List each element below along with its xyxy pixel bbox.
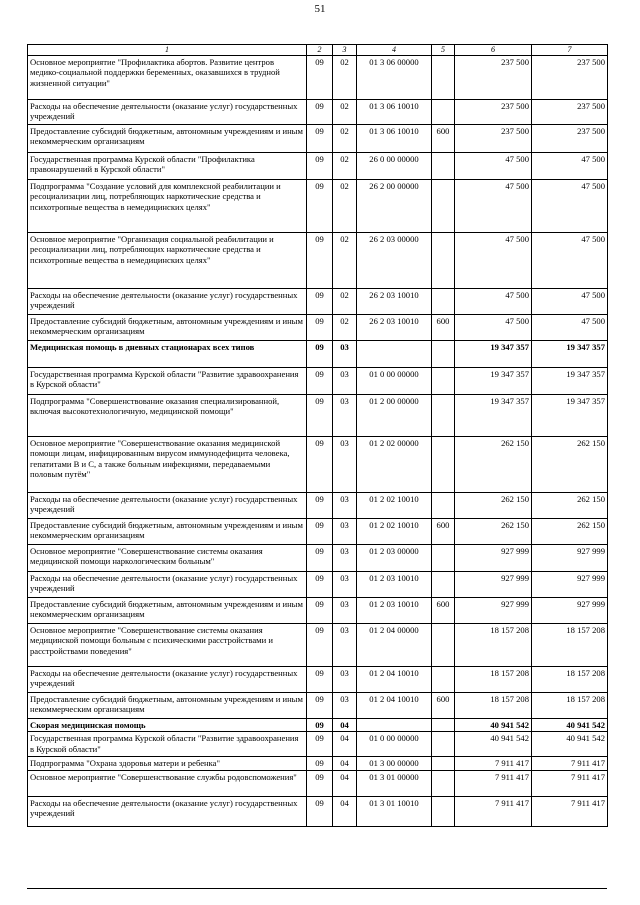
row-target-article-cell: 01 2 03 10010 (357, 572, 432, 598)
table-row (28, 732, 608, 757)
table-row (28, 395, 608, 437)
row-section-cell: 09 (307, 56, 333, 100)
row-expense-type-cell: 600 (432, 693, 455, 719)
row-section-cell: 09 (307, 289, 333, 315)
row-expense-type-cell: 600 (432, 315, 455, 341)
row-subsection-cell: 03 (333, 624, 357, 667)
row-subsection-cell: 02 (333, 125, 357, 153)
row-target-article-cell: 26 2 03 10010 (357, 315, 432, 341)
row-section-cell: 09 (307, 719, 333, 732)
row-name-cell: Предоставление субсидий бюджетным, автономным учреждениям и иным некоммерческим организациям (28, 315, 307, 341)
row-target-article-cell: 01 0 00 00000 (357, 732, 432, 757)
row-amount-1-cell: 18 157 208 (455, 693, 532, 719)
row-expense-type-cell: 600 (432, 125, 455, 153)
row-name-cell: Подпрограмма "Совершенствование оказания специализированной, включая высокотехнологичную, медицинской помощи" (28, 395, 307, 437)
row-expense-type-cell (432, 545, 455, 572)
row-amount-2-cell: 237 500 (532, 100, 608, 125)
row-amount-1-cell: 40 941 542 (455, 719, 532, 732)
row-amount-1-cell: 40 941 542 (455, 732, 532, 757)
row-amount-1-cell: 7 911 417 (455, 796, 532, 826)
row-amount-2-cell: 40 941 542 (532, 719, 608, 732)
row-expense-type-cell (432, 493, 455, 519)
row-section-cell: 09 (307, 519, 333, 545)
row-subsection-cell: 03 (333, 572, 357, 598)
row-amount-2-cell: 927 999 (532, 598, 608, 624)
row-target-article-cell: 01 2 00 00000 (357, 395, 432, 437)
row-expense-type-cell (432, 796, 455, 826)
row-name-cell: Подпрограмма "Охрана здоровья матери и ребенка" (28, 757, 307, 770)
row-amount-2-cell: 237 500 (532, 125, 608, 153)
row-amount-1-cell: 19 347 357 (455, 368, 532, 395)
row-amount-2-cell: 7 911 417 (532, 796, 608, 826)
row-amount-2-cell: 47 500 (532, 233, 608, 289)
row-subsection-cell: 03 (333, 545, 357, 572)
table-row (28, 572, 608, 598)
row-target-article-cell: 01 3 06 00000 (357, 56, 432, 100)
row-target-article-cell: 01 2 04 10010 (357, 693, 432, 719)
row-amount-1-cell: 47 500 (455, 153, 532, 180)
row-amount-1-cell: 18 157 208 (455, 667, 532, 693)
row-section-cell: 09 (307, 624, 333, 667)
row-name-cell: Основное мероприятие "Организация социальной реабилитации и ресоциализации лиц, потребляющих наркотические средства и психотропные вещества в немедицинских целях" (28, 233, 307, 289)
budget-table (27, 44, 608, 827)
row-amount-2-cell: 7 911 417 (532, 770, 608, 796)
row-expense-type-cell (432, 180, 455, 233)
row-expense-type-cell (432, 233, 455, 289)
row-amount-2-cell: 262 150 (532, 437, 608, 493)
row-subsection-cell: 02 (333, 180, 357, 233)
row-section-cell: 09 (307, 796, 333, 826)
row-amount-1-cell: 237 500 (455, 56, 532, 100)
header-cell-name: 1 (28, 45, 307, 56)
row-amount-2-cell: 927 999 (532, 572, 608, 598)
row-name-cell: Государственная программа Курской области "Развитие здравоохранения в Курской области" (28, 732, 307, 757)
row-section-cell: 09 (307, 732, 333, 757)
row-subsection-cell: 02 (333, 100, 357, 125)
table-row (28, 341, 608, 368)
row-expense-type-cell (432, 341, 455, 368)
row-target-article-cell: 01 2 02 00000 (357, 437, 432, 493)
row-amount-2-cell: 40 941 542 (532, 732, 608, 757)
row-amount-1-cell: 7 911 417 (455, 770, 532, 796)
row-section-cell: 09 (307, 598, 333, 624)
row-target-article-cell (357, 341, 432, 368)
row-name-cell: Расходы на обеспечение деятельности (оказание услуг) государственных учреждений (28, 667, 307, 693)
row-expense-type-cell (432, 56, 455, 100)
row-subsection-cell: 03 (333, 519, 357, 545)
header-cell-subsection: 3 (333, 45, 357, 56)
row-target-article-cell: 26 2 00 00000 (357, 180, 432, 233)
row-amount-1-cell: 47 500 (455, 289, 532, 315)
row-target-article-cell: 26 0 00 00000 (357, 153, 432, 180)
row-name-cell: Предоставление субсидий бюджетным, автономным учреждениям и иным некоммерческим организациям (28, 598, 307, 624)
row-name-cell: Государственная программа Курской области "Развитие здравоохранения в Курской области" (28, 368, 307, 395)
row-expense-type-cell (432, 395, 455, 437)
row-name-cell: Предоставление субсидий бюджетным, автономным учреждениям и иным некоммерческим организациям (28, 125, 307, 153)
table-row (28, 519, 608, 545)
row-name-cell: Предоставление субсидий бюджетным, автономным учреждениям и иным некоммерческим организациям (28, 693, 307, 719)
row-section-cell: 09 (307, 437, 333, 493)
row-amount-2-cell: 47 500 (532, 315, 608, 341)
row-subsection-cell: 04 (333, 796, 357, 826)
table-row (28, 719, 608, 732)
row-amount-2-cell: 262 150 (532, 519, 608, 545)
row-expense-type-cell: 600 (432, 598, 455, 624)
row-section-cell: 09 (307, 341, 333, 368)
row-name-cell: Скорая медицинская помощь (28, 719, 307, 732)
row-amount-1-cell: 7 911 417 (455, 757, 532, 770)
row-expense-type-cell (432, 100, 455, 125)
row-subsection-cell: 04 (333, 719, 357, 732)
row-target-article-cell: 01 3 01 00000 (357, 770, 432, 796)
row-section-cell: 09 (307, 315, 333, 341)
row-section-cell: 09 (307, 770, 333, 796)
row-amount-2-cell: 47 500 (532, 289, 608, 315)
row-name-cell: Медицинская помощь в дневных стационарах всех типов (28, 341, 307, 368)
table-row (28, 125, 608, 153)
table-row (28, 545, 608, 572)
row-amount-1-cell: 47 500 (455, 180, 532, 233)
row-section-cell: 09 (307, 545, 333, 572)
row-target-article-cell: 01 0 00 00000 (357, 368, 432, 395)
row-amount-2-cell: 927 999 (532, 545, 608, 572)
row-amount-1-cell: 18 157 208 (455, 624, 532, 667)
row-amount-2-cell: 18 157 208 (532, 624, 608, 667)
table-row (28, 693, 608, 719)
page-bottom-rule (27, 888, 607, 889)
row-target-article-cell: 01 2 03 10010 (357, 598, 432, 624)
row-amount-1-cell: 262 150 (455, 437, 532, 493)
row-target-article-cell: 26 2 03 00000 (357, 233, 432, 289)
row-section-cell: 09 (307, 180, 333, 233)
row-target-article-cell: 01 3 01 10010 (357, 796, 432, 826)
row-amount-2-cell: 47 500 (532, 153, 608, 180)
row-subsection-cell: 02 (333, 56, 357, 100)
header-cell-target-article: 4 (357, 45, 432, 56)
row-section-cell: 09 (307, 153, 333, 180)
row-name-cell: Расходы на обеспечение деятельности (оказание услуг) государственных учреждений (28, 796, 307, 826)
row-subsection-cell: 04 (333, 770, 357, 796)
row-amount-1-cell: 262 150 (455, 519, 532, 545)
row-amount-2-cell: 237 500 (532, 56, 608, 100)
row-section-cell: 09 (307, 100, 333, 125)
row-name-cell: Расходы на обеспечение деятельности (оказание услуг) государственных учреждений (28, 100, 307, 125)
row-expense-type-cell (432, 289, 455, 315)
row-section-cell: 09 (307, 395, 333, 437)
table-row (28, 598, 608, 624)
row-expense-type-cell (432, 153, 455, 180)
row-name-cell: Расходы на обеспечение деятельности (оказание услуг) государственных учреждений (28, 572, 307, 598)
row-target-article-cell: 01 2 03 00000 (357, 545, 432, 572)
row-amount-2-cell: 18 157 208 (532, 693, 608, 719)
table-row (28, 153, 608, 180)
row-expense-type-cell (432, 437, 455, 493)
row-name-cell: Основное мероприятие "Совершенствование системы оказания медицинской помощи наркологическим больным" (28, 545, 307, 572)
row-amount-2-cell: 19 347 357 (532, 341, 608, 368)
row-subsection-cell: 02 (333, 233, 357, 289)
row-amount-1-cell: 47 500 (455, 233, 532, 289)
row-subsection-cell: 03 (333, 437, 357, 493)
row-target-article-cell: 01 2 04 10010 (357, 667, 432, 693)
row-subsection-cell: 03 (333, 693, 357, 719)
row-expense-type-cell (432, 624, 455, 667)
row-amount-1-cell: 262 150 (455, 493, 532, 519)
row-name-cell: Предоставление субсидий бюджетным, автономным учреждениям и иным некоммерческим организациям (28, 519, 307, 545)
row-name-cell: Расходы на обеспечение деятельности (оказание услуг) государственных учреждений (28, 289, 307, 315)
table-row (28, 289, 608, 315)
row-subsection-cell: 03 (333, 341, 357, 368)
row-section-cell: 09 (307, 125, 333, 153)
table-row (28, 368, 608, 395)
row-amount-1-cell: 927 999 (455, 598, 532, 624)
table-row (28, 493, 608, 519)
row-subsection-cell: 04 (333, 732, 357, 757)
table-row (28, 624, 608, 667)
row-amount-1-cell: 927 999 (455, 572, 532, 598)
row-target-article-cell: 01 2 04 00000 (357, 624, 432, 667)
row-target-article-cell: 01 3 00 00000 (357, 757, 432, 770)
row-target-article-cell: 26 2 03 10010 (357, 289, 432, 315)
row-amount-2-cell: 18 157 208 (532, 667, 608, 693)
row-target-article-cell (357, 719, 432, 732)
table-row (28, 100, 608, 125)
row-amount-1-cell: 237 500 (455, 125, 532, 153)
row-expense-type-cell (432, 667, 455, 693)
row-subsection-cell: 02 (333, 153, 357, 180)
row-expense-type-cell (432, 719, 455, 732)
row-section-cell: 09 (307, 572, 333, 598)
header-cell-expense-type: 5 (432, 45, 455, 56)
row-section-cell: 09 (307, 667, 333, 693)
header-cell-amount-2: 7 (532, 45, 608, 56)
row-subsection-cell: 03 (333, 368, 357, 395)
row-amount-2-cell: 262 150 (532, 493, 608, 519)
table-row (28, 757, 608, 770)
row-subsection-cell: 03 (333, 598, 357, 624)
table-row (28, 437, 608, 493)
row-section-cell: 09 (307, 493, 333, 519)
row-expense-type-cell (432, 572, 455, 598)
table-row (28, 315, 608, 341)
row-section-cell: 09 (307, 757, 333, 770)
table-row (28, 180, 608, 233)
header-cell-amount-1: 6 (455, 45, 532, 56)
row-amount-1-cell: 19 347 357 (455, 395, 532, 437)
row-expense-type-cell (432, 732, 455, 757)
header-cell-section: 2 (307, 45, 333, 56)
table-row (28, 56, 608, 100)
row-section-cell: 09 (307, 693, 333, 719)
row-amount-1-cell: 927 999 (455, 545, 532, 572)
row-subsection-cell: 03 (333, 493, 357, 519)
row-expense-type-cell (432, 368, 455, 395)
page-number: 51 (314, 3, 326, 15)
table-row (28, 796, 608, 826)
table-row (28, 770, 608, 796)
row-target-article-cell: 01 2 02 10010 (357, 493, 432, 519)
row-subsection-cell: 03 (333, 395, 357, 437)
row-amount-2-cell: 19 347 357 (532, 368, 608, 395)
row-name-cell: Подпрограмма "Создание условий для комплексной реабилитации и ресоциализации лиц, потребляющих наркотические средства и психотропные вещества в немедицинских целях" (28, 180, 307, 233)
row-subsection-cell: 03 (333, 667, 357, 693)
table-row (28, 233, 608, 289)
row-expense-type-cell: 600 (432, 519, 455, 545)
row-section-cell: 09 (307, 233, 333, 289)
row-amount-1-cell: 47 500 (455, 315, 532, 341)
row-subsection-cell: 02 (333, 289, 357, 315)
row-name-cell: Основное мероприятие "Профилактика абортов. Развитие центров медико-социальной поддержки беременных, оказавшихся в трудной жизненной ситуации" (28, 56, 307, 100)
row-amount-2-cell: 19 347 357 (532, 395, 608, 437)
row-name-cell: Основное мероприятие "Совершенствование оказания медицинской помощи лицам, инфицированным вирусом иммунодефицита человека, гепатитами B и C, а также больным инфекциями, передаваемыми половым путём" (28, 437, 307, 493)
table-row (28, 667, 608, 693)
row-target-article-cell: 01 3 06 10010 (357, 125, 432, 153)
row-amount-1-cell: 237 500 (455, 100, 532, 125)
row-name-cell: Основное мероприятие "Совершенствование службы родовспоможения" (28, 770, 307, 796)
row-expense-type-cell (432, 757, 455, 770)
row-expense-type-cell (432, 770, 455, 796)
row-name-cell: Государственная программа Курской области "Профилактика правонарушений в Курской области" (28, 153, 307, 180)
row-section-cell: 09 (307, 368, 333, 395)
table-header-row (28, 45, 608, 56)
row-name-cell: Расходы на обеспечение деятельности (оказание услуг) государственных учреждений (28, 493, 307, 519)
row-subsection-cell: 04 (333, 757, 357, 770)
row-name-cell: Основное мероприятие "Совершенствование системы оказания медицинской помощи больным с психическими расстройствами и расстройствами поведения" (28, 624, 307, 667)
row-target-article-cell: 01 3 06 10010 (357, 100, 432, 125)
row-amount-1-cell: 19 347 357 (455, 341, 532, 368)
row-amount-2-cell: 7 911 417 (532, 757, 608, 770)
row-target-article-cell: 01 2 02 10010 (357, 519, 432, 545)
row-amount-2-cell: 47 500 (532, 180, 608, 233)
row-subsection-cell: 02 (333, 315, 357, 341)
